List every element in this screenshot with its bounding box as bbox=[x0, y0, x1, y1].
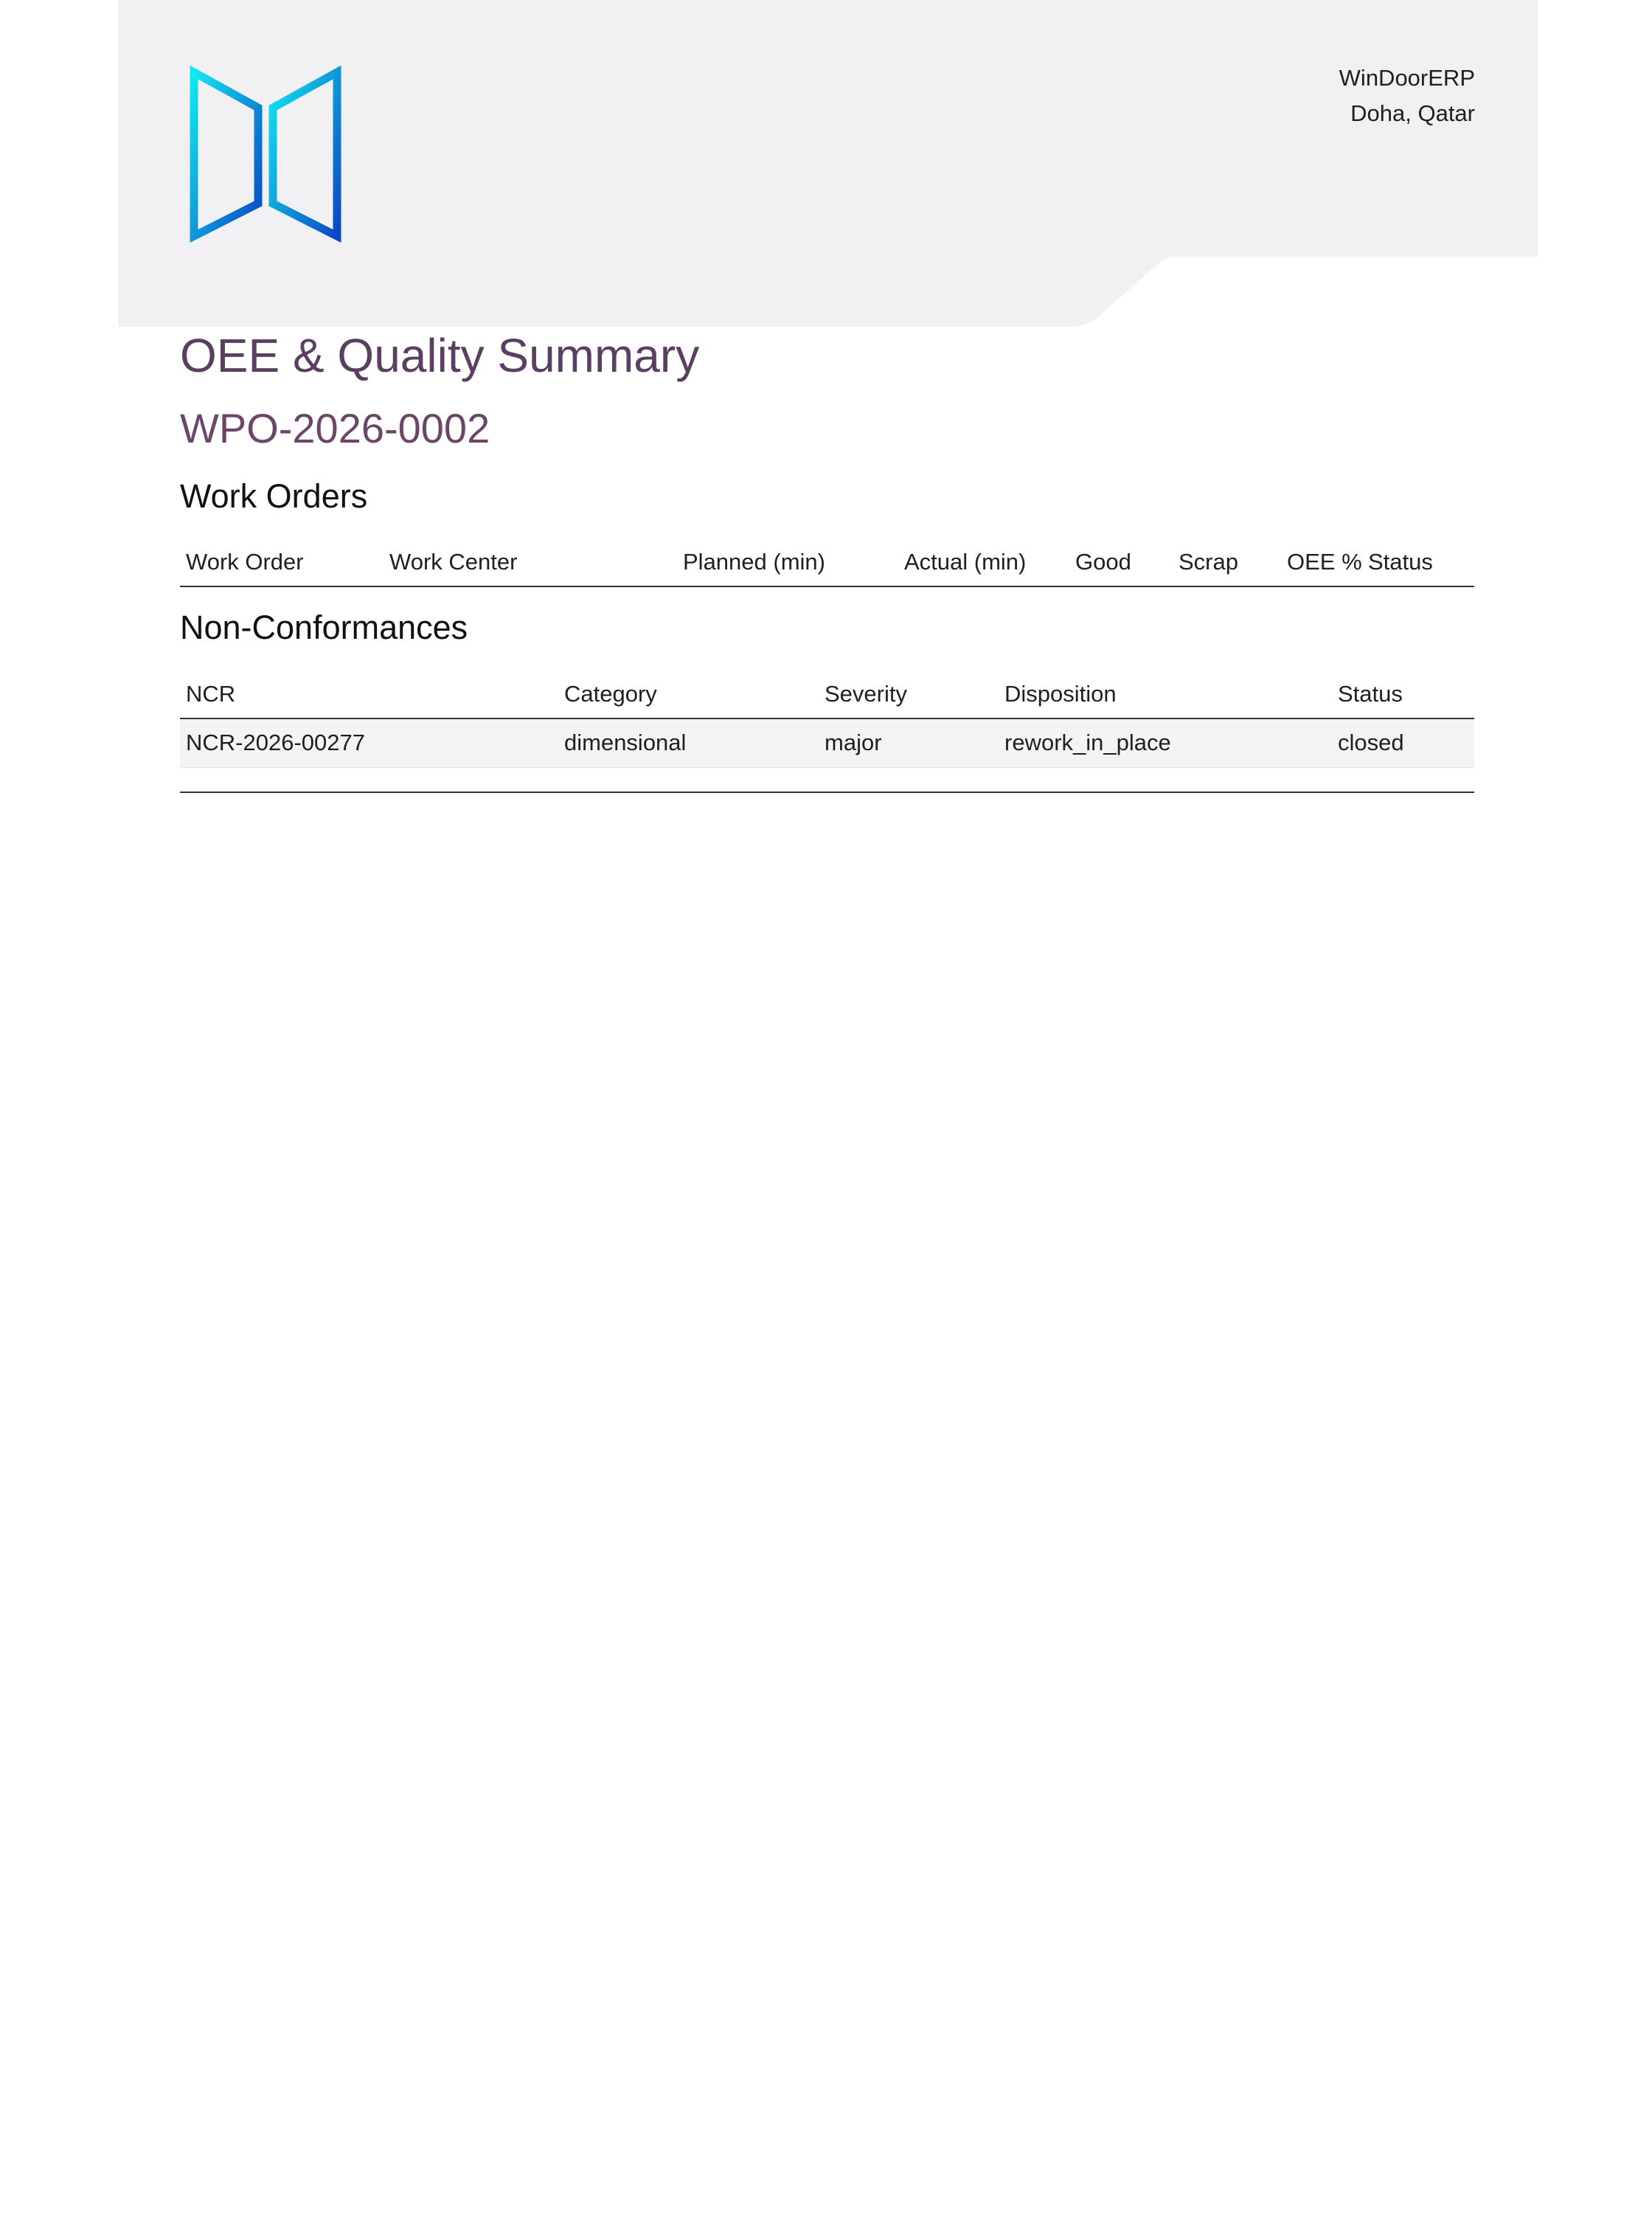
column-header-good: Good bbox=[1069, 538, 1173, 586]
company-name: WinDoorERP bbox=[1339, 65, 1475, 91]
column-header-planned-min: Planned (min) bbox=[677, 538, 898, 586]
category-cell: dimensional bbox=[558, 718, 819, 767]
document-reference: WPO-2026-0002 bbox=[180, 405, 490, 451]
column-header-category: Category bbox=[558, 670, 819, 718]
column-header-status: Status bbox=[1362, 538, 1474, 586]
non-conformances-heading: Non-Conformances bbox=[180, 609, 468, 646]
column-header-severity: Severity bbox=[819, 670, 999, 718]
company-info bbox=[1339, 60, 1475, 131]
column-header-work-center: Work Center bbox=[384, 538, 677, 586]
non-conformances-table bbox=[180, 670, 1474, 768]
severity-cell: major bbox=[819, 718, 999, 767]
disposition-cell: rework_in_place bbox=[999, 718, 1332, 767]
work-orders-heading: Work Orders bbox=[180, 477, 368, 515]
column-header-disposition: Disposition bbox=[999, 670, 1332, 718]
status-cell: closed bbox=[1332, 718, 1474, 767]
ncr-number-cell: NCR-2026-00277 bbox=[180, 718, 558, 767]
column-header-ncr: NCR bbox=[180, 670, 558, 718]
column-header-oee-percent: OEE % bbox=[1281, 538, 1362, 586]
table-header-row bbox=[180, 538, 1474, 586]
company-location: Doha, Qatar bbox=[1350, 100, 1475, 126]
column-header-status: Status bbox=[1332, 670, 1474, 718]
document-title: OEE & Quality Summary bbox=[180, 329, 700, 382]
work-orders-table bbox=[180, 538, 1474, 587]
table-header-row bbox=[180, 670, 1474, 718]
table-end-divider bbox=[180, 792, 1474, 793]
column-header-actual-min: Actual (min) bbox=[898, 538, 1069, 586]
column-header-scrap: Scrap bbox=[1173, 538, 1281, 586]
table-row bbox=[180, 718, 1474, 767]
column-header-work-order: Work Order bbox=[180, 538, 384, 586]
window-door-logo-icon bbox=[188, 65, 343, 246]
